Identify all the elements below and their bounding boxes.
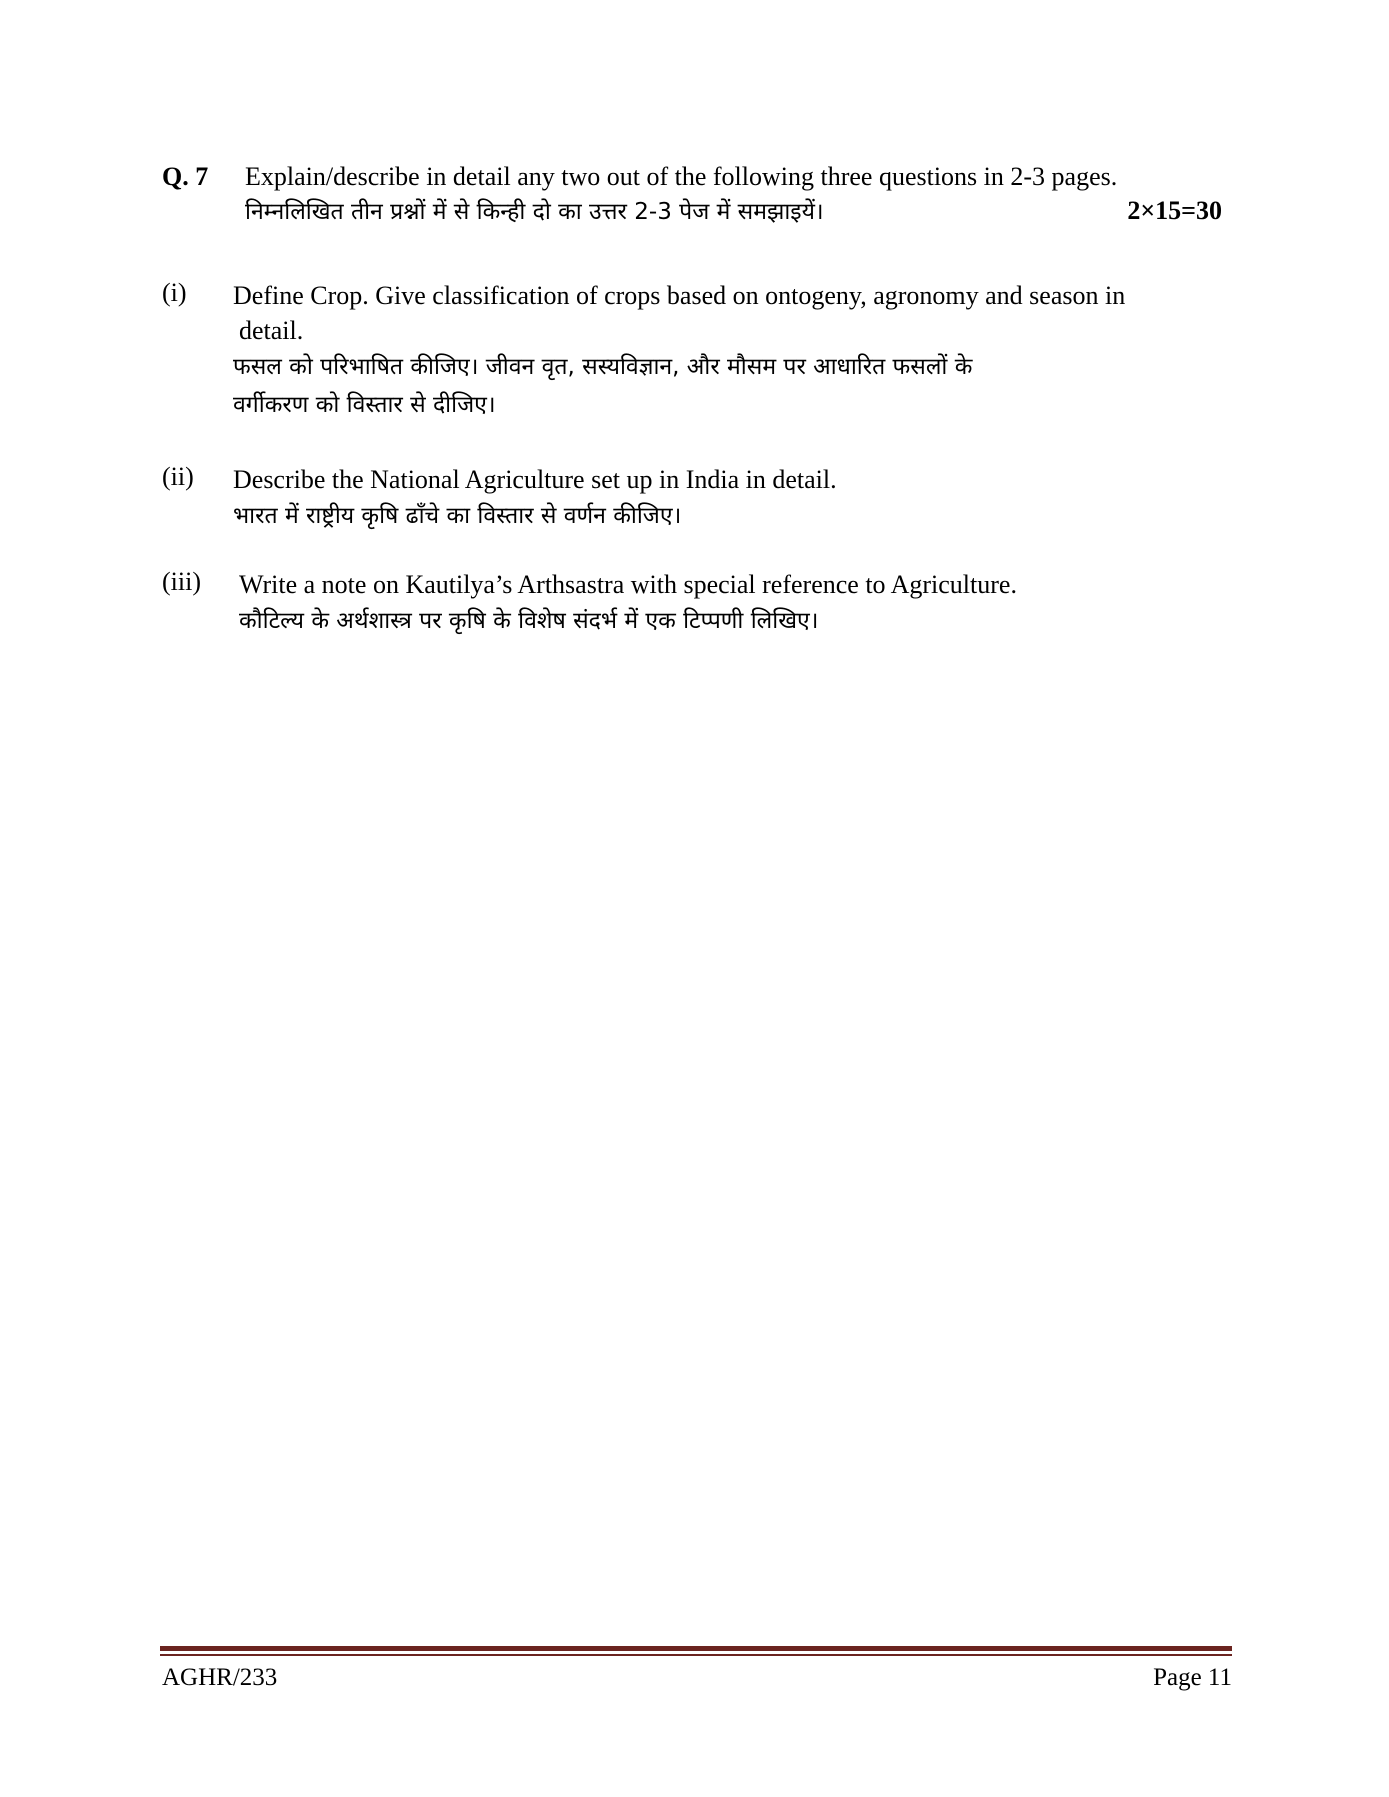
sub-question-text-en-cont: detail.: [239, 316, 304, 345]
sub-question-body: [233, 462, 1233, 535]
question-instruction-en: Explain/describe in detail any two out of the following three questions in 2-3 pages.: [245, 162, 1118, 191]
sub-question-text-hi: कौटिल्य के अर्थशास्त्र पर कृषि के विशेष संदर्भ में एक टिप्पणी लिखिए।: [239, 608, 819, 634]
footer-course-code: AGHR/233: [162, 1664, 278, 1691]
footer-page-number: Page 11: [1153, 1664, 1232, 1691]
sub-question-text-en: Describe the National Agriculture set up in India in detail.: [233, 465, 837, 494]
footer-divider-thin: [160, 1654, 1232, 1656]
question-instruction-hi: निम्नलिखित तीन प्रश्नों में से किन्ही दो का उत्तर 2-3 पेज में समझाइयें।: [245, 199, 824, 225]
question-number: Q. 7: [162, 162, 209, 191]
sub-question-label: (iii): [162, 567, 201, 596]
sub-question-text-en: Write a note on Kautilya’s Arthsastra with special reference to Agriculture.: [239, 570, 1017, 599]
footer-divider-thick: [160, 1646, 1232, 1651]
sub-question-body: [239, 567, 1239, 640]
sub-question-text-hi-cont: वर्गीकरण को विस्तार से दीजिए।: [233, 392, 496, 418]
sub-question-body: [233, 278, 1233, 424]
sub-question-text-en: Define Crop. Give classification of crops based on ontogeny, agronomy and season in: [233, 281, 1126, 310]
sub-question-text-hi: भारत में राष्ट्रीय कृषि ढाँचे का विस्तार से वर्णन कीजिए।: [233, 503, 682, 529]
question-marks: 2×15=30: [1127, 196, 1222, 225]
sub-question-label: (ii): [162, 462, 194, 491]
sub-question-label: (i): [162, 278, 187, 307]
sub-question-text-hi: फसल को परिभाषित कीजिए। जीवन वृत, सस्यविज्ञान, और मौसम पर आधारित फसलों के: [233, 354, 973, 380]
